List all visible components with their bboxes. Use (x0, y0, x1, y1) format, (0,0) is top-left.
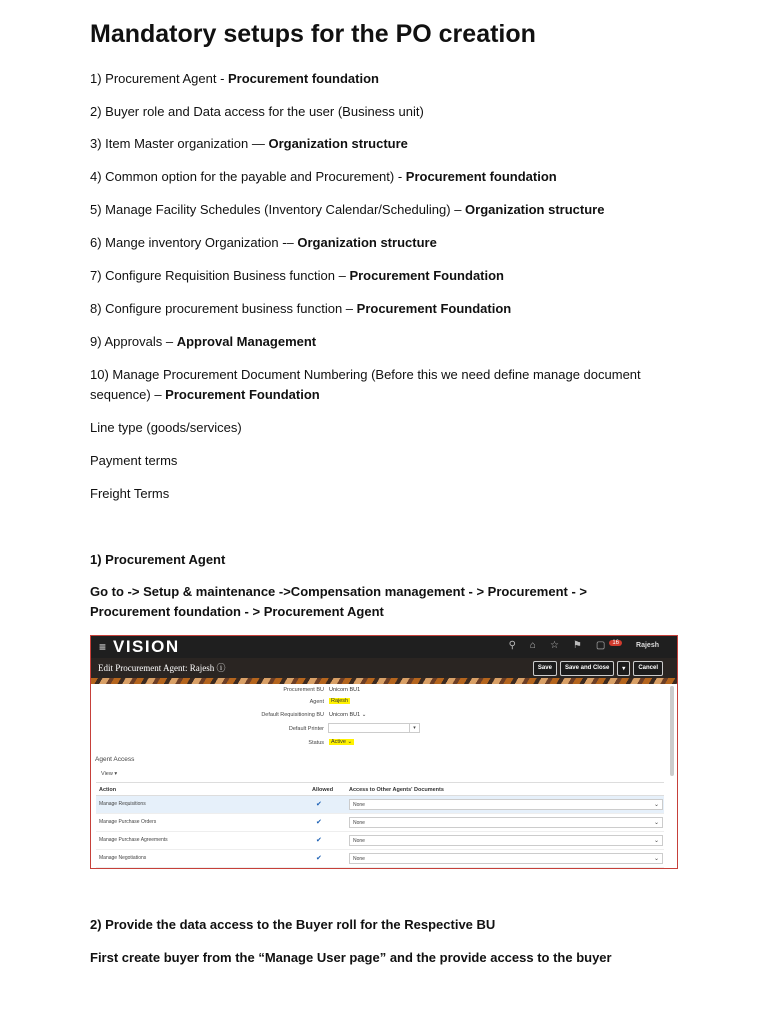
menu-icon[interactable]: ≡ (99, 640, 107, 654)
check-icon[interactable]: ✔ (316, 837, 322, 844)
item-bold: Organization structure (297, 235, 437, 250)
page-header (91, 658, 677, 678)
page-title (98, 661, 226, 674)
page-title-text: Edit Procurement Agent: Rajesh (98, 663, 215, 673)
access-value: None (353, 838, 365, 844)
flag-icon[interactable]: ⚑ (572, 640, 582, 651)
item-bold: Procurement foundation (405, 169, 557, 184)
notification-badge: 16 (609, 640, 622, 646)
procurement-bu-value: Unicorn BU1 (329, 687, 361, 693)
app-header (91, 636, 677, 658)
list-item (90, 167, 557, 187)
list-item (90, 365, 650, 405)
extra-item: Freight Terms (90, 486, 170, 501)
chevron-down-icon: ⌄ (361, 712, 367, 718)
action-cell: Manage Requisitions (99, 801, 146, 807)
action-buttons (533, 661, 663, 676)
table-row[interactable] (96, 832, 664, 850)
field-label: Procurement BU (283, 687, 324, 693)
field-label: Agent (309, 699, 324, 705)
check-icon[interactable]: ✔ (316, 855, 322, 862)
item-bold: Procurement foundation (228, 71, 379, 86)
table-row[interactable] (96, 850, 664, 868)
item-bold: Procurement Foundation (165, 387, 320, 402)
check-icon[interactable]: ✔ (316, 801, 322, 808)
access-select[interactable] (349, 835, 663, 846)
status-highlight: Active ⌄ (331, 739, 353, 745)
list-item (90, 69, 379, 89)
status-value: Active (331, 739, 346, 745)
extra-item: Payment terms (90, 453, 178, 468)
save-menu-icon[interactable]: ▾ (617, 661, 630, 676)
column-header: Action (99, 787, 117, 793)
access-value: None (353, 820, 365, 826)
item-text: 10) Manage Procurement Document Numbering (Before this we need define manage document sequence) – (90, 367, 641, 402)
decorative-band (91, 678, 677, 684)
section-heading: 2) Provide the data access to the Buyer roll for the Respective BU (90, 917, 496, 932)
chevron-down-icon: ⌄ (653, 856, 659, 862)
agent-value[interactable] (329, 698, 350, 704)
column-header: Access to Other Agents' Documents (349, 787, 444, 793)
field-label: Default Requisitioning BU (261, 712, 324, 718)
item-text: 3) Item Master organization — (90, 136, 269, 151)
list-item (90, 233, 437, 253)
navigation-path: Go to -> Setup & maintenance ->Compensation management - > Procurement - > Procurement foundation - > Procurement Agent (90, 584, 587, 619)
chevron-down-icon: ⌄ (653, 820, 659, 826)
embedded-screenshot (90, 635, 678, 869)
star-icon[interactable]: ☆ (549, 640, 559, 651)
list-item (90, 266, 504, 286)
logo: VISION (113, 637, 180, 656)
item-bold: Procurement Foundation (356, 301, 512, 316)
item-text: 6) Mange inventory Organization -– (90, 235, 298, 250)
list-item (90, 200, 604, 220)
chevron-down-icon: ⌄ (653, 802, 659, 808)
item-text: 8) Configure procurement business function – (90, 301, 357, 316)
item-text: 5) Manage Facility Schedules (Inventory Calendar/Scheduling) – (90, 202, 466, 217)
agent-access-table (96, 782, 664, 868)
access-value: None (353, 856, 365, 862)
default-requisitioning-bu-select[interactable] (329, 712, 366, 718)
user-menu[interactable]: Rajesh (636, 642, 659, 649)
section-text: First create buyer from the “Manage User page” and the provide access to the buyer (90, 950, 612, 965)
section-heading: 1) Procurement Agent (90, 552, 226, 567)
extra-item: Line type (goods/services) (90, 420, 242, 435)
save-and-close-button[interactable]: Save and Close (560, 661, 614, 676)
agent-highlight: Rajesh (331, 698, 349, 704)
chevron-down-icon: ⌄ (653, 838, 659, 844)
access-select[interactable] (349, 817, 663, 828)
cancel-button[interactable]: Cancel (633, 661, 663, 676)
agent-access-heading: Agent Access (95, 756, 135, 763)
access-select[interactable] (349, 799, 663, 810)
item-bold: Organization structure (465, 202, 605, 217)
table-row[interactable] (96, 796, 664, 814)
list-item (90, 134, 408, 154)
action-cell: Manage Purchase Orders (99, 819, 157, 825)
item-text: 9) Approvals – (90, 334, 177, 349)
view-menu[interactable]: View ▾ (101, 771, 118, 777)
search-icon[interactable]: ⚲ (508, 640, 516, 651)
column-header: Allowed (312, 787, 334, 793)
item-bold: Organization structure (268, 136, 408, 151)
scrollbar[interactable] (670, 686, 674, 776)
check-icon[interactable]: ✔ (316, 819, 322, 826)
dropdown-icon[interactable]: ▾ (409, 724, 419, 732)
select-value: Unicorn BU1 (329, 712, 361, 718)
default-printer-input[interactable] (328, 723, 420, 733)
field-label: Status (308, 740, 324, 746)
action-cell: Manage Purchase Agreements (99, 837, 168, 843)
list-item (90, 102, 424, 122)
field-label: Default Printer (288, 726, 324, 732)
header-icons (509, 640, 659, 651)
item-text: 2) Buyer role and Data access for the user (Business unit) (90, 104, 424, 119)
bell-icon[interactable]: ▢ (595, 640, 606, 651)
item-bold: Approval Management (176, 334, 317, 349)
access-select[interactable] (349, 853, 663, 864)
table-row[interactable] (96, 814, 664, 832)
item-text: 1) Procurement Agent - (90, 71, 229, 86)
page-title: Mandatory setups for the PO creation (90, 20, 536, 48)
list-item (90, 332, 316, 352)
help-icon[interactable]: ⓘ (216, 663, 226, 673)
table-header (96, 782, 664, 796)
list-item (90, 299, 511, 319)
item-text: 7) Configure Requisition Business function – (90, 268, 350, 283)
item-bold: Procurement Foundation (349, 268, 504, 283)
action-cell: Manage Negotiations (99, 855, 147, 861)
home-icon[interactable]: ⌂ (529, 640, 536, 651)
item-text: 4) Common option for the payable and Procurement) - (90, 169, 406, 184)
save-button[interactable]: Save (533, 661, 557, 676)
access-value: None (353, 802, 365, 808)
view-label: View (101, 771, 113, 777)
status-select[interactable] (329, 739, 354, 745)
